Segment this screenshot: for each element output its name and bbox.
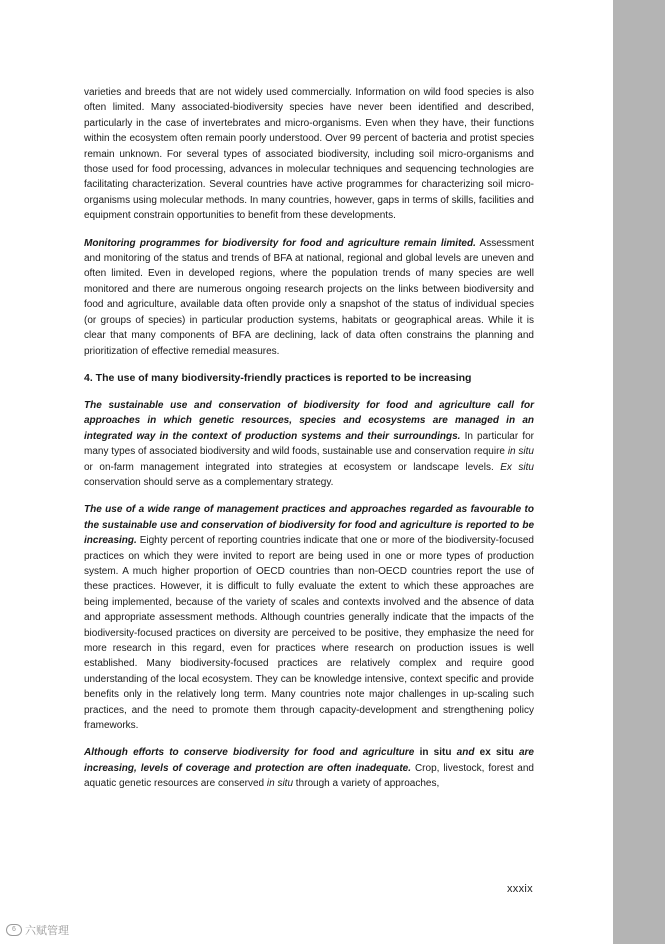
paragraph-3-lead: The sustainable use and conservation of biodiversity for food and agriculture call for approaches in which genetic resources, species and ecosystems are managed in an integrated way in the context of production systems and their surroundings. <box>84 399 534 442</box>
paragraph-1: varieties and breeds that are not widely used commercially. Information on wild food species is also often limited. Many associated-biodiversity species have never been identified and described, particularly in the case of invertebrates and micro-organisms. Even when they have, their functions within the ecosystem often remain poorly understood. Over 99 percent of bacteria and protist species remain unknown. For several types of associated biodiversity, including soil micro-organisms and those used for food processing, advances in molecular techniques and sequencing technologies are facilitating characterization. Several countries have active programmes for characterizing soil micro-organisms using molecular methods. In many countries, however, gaps in terms of skills, facilities and equipment constrain opportunities to benefit from these developments. <box>84 87 534 222</box>
paragraph-5 <box>84 745 534 791</box>
paragraph-4 <box>84 502 534 733</box>
section-heading: 4. The use of many biodiversity-friendly practices is reported to be increasing <box>84 371 472 384</box>
paragraph-2-body: Assessment and monitoring of the status and trends of BFA at national, regional and global levels are uneven and often limited. Even in developed regions, where the population trends of many species are well monitored and there are numerous ongoing research projects on the links between biodiversity and food and agriculture, available data often provide only a snapshot of the status of individual species (or groups of species) in particular production systems, habitats or geographical areas. While it is clear that many components of BFA are declining, lack of data often constrains the planning and prioritization of effective remedial measures. <box>84 237 534 357</box>
paragraph-5-lead-2: and <box>451 747 480 759</box>
paragraph-5-body-2: through a variety of approaches, <box>293 778 440 790</box>
body-text <box>84 85 534 804</box>
paragraph-3-body-2: or on-farm management integrated into strategies at ecosystem or landscape levels. <box>84 461 501 473</box>
paragraph-5-lead-3: are increasing, levels of coverage and protection are often inadequate. <box>84 747 534 774</box>
paragraph-3-italic-1: in situ <box>507 446 534 458</box>
paragraph-3-italic-2: Ex situ <box>500 461 534 473</box>
watermark <box>6 922 69 938</box>
watermark-logo-icon: 6 <box>6 924 22 936</box>
paragraph-5-lead-in-situ: in situ <box>419 747 452 759</box>
paragraph-3 <box>84 398 534 490</box>
paragraph-3-body-1: In particular for many types of associated biodiversity and wild foods, sustainable use and conservation require <box>84 430 534 458</box>
paragraph-4-lead: The use of a wide range of management practices and approaches regarded as favourable to the sustainable use and conservation of biodiversity for food and agriculture is reported to be increasing. <box>84 504 534 547</box>
watermark-text: 六赋管理 <box>25 925 69 937</box>
paragraph-4-body: Eighty percent of reporting countries indicate that one or more of the biodiversity-focused practices on which they were invited to report are being used in one or more types of production system. A much higher proportion of OECD countries than non-OECD countries report the use of these practices. However, it is difficult to fully evaluate the extent to which these approaches are being implemented, because of the variety of scales and contexts involved and the absence of data and appropriate assessment methods. Although countries generally indicate that the impacts of the biodiversity-focused practices on diversity are perceived to be positive, they emphasize the need for more research in this regard, even for practices where research on production issues is well established. Many biodiversity-focused practices are relatively complex and require good understanding of the local ecosystem. They can be knowledge intensive, context specific and provide benefits only in the relatively long term. Many countries note major challenges in up-scaling such practices, and the need to promote them through capacity-development and strengthening policy frameworks. <box>84 535 534 732</box>
paragraph-5-lead-1: Although efforts to conserve biodiversity for food and agriculture <box>84 747 420 759</box>
paragraph-5-italic-1: in situ <box>266 778 294 790</box>
page-edge-band <box>613 0 665 944</box>
paragraph-2-lead: Monitoring programmes for biodiversity for food and agriculture remain limited. <box>84 237 476 249</box>
paragraph-5-lead-ex-situ: ex situ <box>479 747 514 759</box>
paragraph-5-body-1: Crop, livestock, forest and aquatic genetic resources are conserved <box>84 762 534 790</box>
page-number: xxxix <box>507 883 533 895</box>
paragraph-3-body-3: conservation should serve as a complementary strategy. <box>84 476 334 488</box>
paragraph-2 <box>84 236 534 359</box>
